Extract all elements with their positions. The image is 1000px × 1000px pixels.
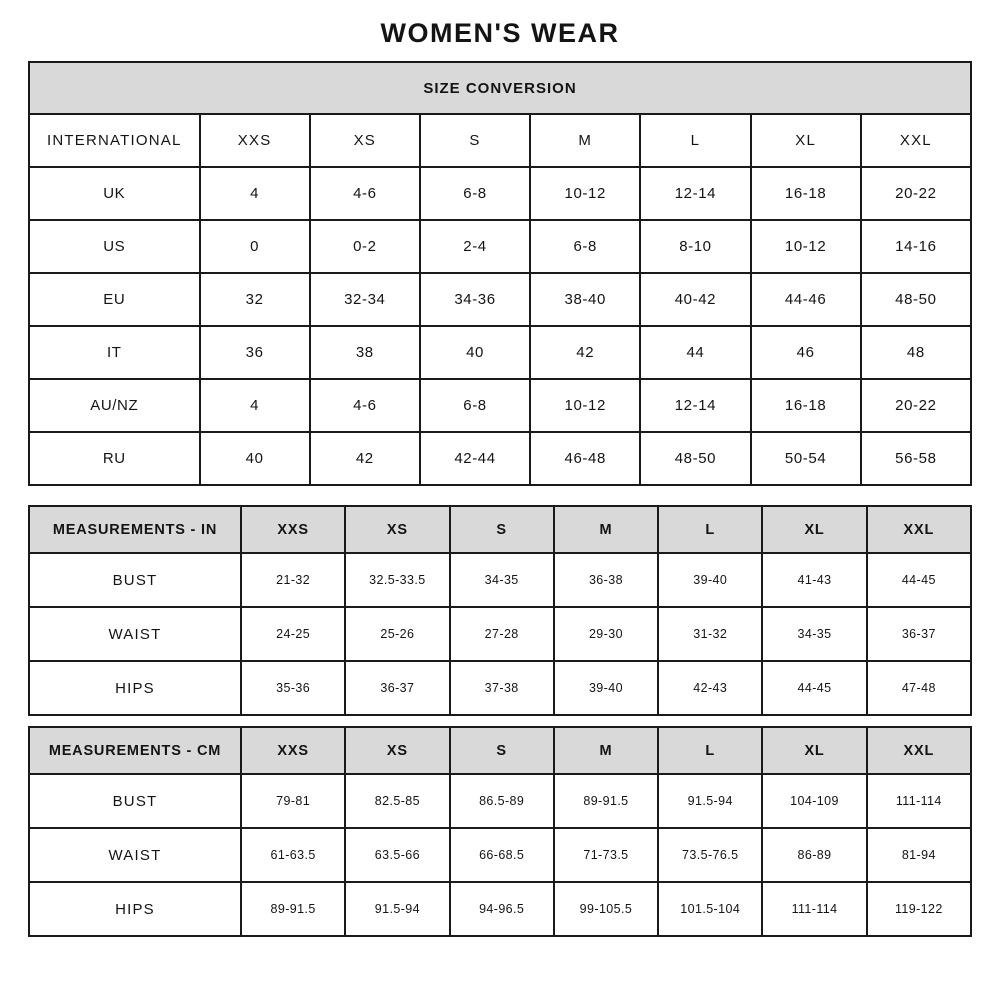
value-cell: 16-18 [751, 167, 861, 220]
value-cell: 48-50 [640, 432, 750, 485]
value-cell: 42-44 [420, 432, 530, 485]
column-header-cell: XL [762, 727, 866, 774]
column-header-cell: XXL [867, 727, 971, 774]
value-cell: 73.5-76.5 [658, 828, 762, 882]
column-header-row [29, 727, 971, 774]
column-header-cell: XXS [200, 114, 310, 167]
value-cell: 21-32 [241, 553, 345, 607]
value-cell: 46-48 [530, 432, 640, 485]
value-cell: 37-38 [450, 661, 554, 715]
column-header-cell: XXL [867, 506, 971, 553]
value-cell: 40-42 [640, 273, 750, 326]
value-cell: 34-36 [420, 273, 530, 326]
table-row [29, 774, 971, 828]
column-header-cell: XS [345, 727, 449, 774]
table-title-cell: SIZE CONVERSION [29, 62, 971, 114]
value-cell: 42 [530, 326, 640, 379]
column-header-cell: XS [345, 506, 449, 553]
row-label-cell: RU [29, 432, 200, 485]
value-cell: 34-35 [450, 553, 554, 607]
value-cell: 39-40 [658, 553, 762, 607]
value-cell: 104-109 [762, 774, 866, 828]
value-cell: 56-58 [861, 432, 971, 485]
size-conversion-body [29, 62, 971, 485]
size-conversion-table [28, 61, 972, 486]
value-cell: 4 [200, 167, 310, 220]
table-row [29, 828, 971, 882]
row-label-cell: UK [29, 167, 200, 220]
value-cell: 24-25 [241, 607, 345, 661]
value-cell: 36 [200, 326, 310, 379]
column-header-cell: S [450, 727, 554, 774]
column-header-cell: XL [751, 114, 861, 167]
value-cell: 2-4 [420, 220, 530, 273]
value-cell: 79-81 [241, 774, 345, 828]
value-cell: 6-8 [530, 220, 640, 273]
value-cell: 10-12 [530, 167, 640, 220]
value-cell: 44 [640, 326, 750, 379]
value-cell: 46 [751, 326, 861, 379]
page-title: WOMEN'S WEAR [380, 18, 620, 48]
table-row [29, 553, 971, 607]
value-cell: 50-54 [751, 432, 861, 485]
measurements-in-table [28, 505, 972, 716]
value-cell: 20-22 [861, 167, 971, 220]
row-label-cell: IT [29, 326, 200, 379]
value-cell: 47-48 [867, 661, 971, 715]
value-cell: 44-45 [867, 553, 971, 607]
value-cell: 39-40 [554, 661, 658, 715]
value-cell: 31-32 [658, 607, 762, 661]
row-label-cell: HIPS [29, 661, 241, 715]
value-cell: 6-8 [420, 167, 530, 220]
value-cell: 4-6 [310, 379, 420, 432]
table-row [29, 326, 971, 379]
column-header-cell: INTERNATIONAL [29, 114, 200, 167]
value-cell: 89-91.5 [241, 882, 345, 936]
row-label-cell: AU/NZ [29, 379, 200, 432]
column-header-cell: L [640, 114, 750, 167]
table-row [29, 432, 971, 485]
value-cell: 20-22 [861, 379, 971, 432]
value-cell: 10-12 [530, 379, 640, 432]
value-cell: 66-68.5 [450, 828, 554, 882]
value-cell: 61-63.5 [241, 828, 345, 882]
column-header-cell: XL [762, 506, 866, 553]
value-cell: 101.5-104 [658, 882, 762, 936]
row-label-cell: US [29, 220, 200, 273]
column-header-cell: XS [310, 114, 420, 167]
measurements-in-body [29, 506, 971, 715]
value-cell: 40 [200, 432, 310, 485]
value-cell: 111-114 [762, 882, 866, 936]
value-cell: 34-35 [762, 607, 866, 661]
value-cell: 4 [200, 379, 310, 432]
value-cell: 14-16 [861, 220, 971, 273]
row-label-cell: BUST [29, 553, 241, 607]
value-cell: 29-30 [554, 607, 658, 661]
value-cell: 89-91.5 [554, 774, 658, 828]
value-cell: 48-50 [861, 273, 971, 326]
value-cell: 94-96.5 [450, 882, 554, 936]
column-header-cell: XXS [241, 727, 345, 774]
value-cell: 111-114 [867, 774, 971, 828]
table-row [29, 379, 971, 432]
value-cell: 35-36 [241, 661, 345, 715]
value-cell: 91.5-94 [658, 774, 762, 828]
table-title-cell: MEASUREMENTS - CM [29, 727, 241, 774]
value-cell: 86.5-89 [450, 774, 554, 828]
value-cell: 63.5-66 [345, 828, 449, 882]
value-cell: 99-105.5 [554, 882, 658, 936]
row-label-cell: WAIST [29, 607, 241, 661]
table-row [29, 607, 971, 661]
value-cell: 82.5-85 [345, 774, 449, 828]
table-title-row [29, 62, 971, 114]
value-cell: 86-89 [762, 828, 866, 882]
column-header-row [29, 114, 971, 167]
value-cell: 38-40 [530, 273, 640, 326]
table-row [29, 273, 971, 326]
table-title-cell: MEASUREMENTS - IN [29, 506, 241, 553]
value-cell: 0 [200, 220, 310, 273]
value-cell: 32.5-33.5 [345, 553, 449, 607]
column-header-cell: XXL [861, 114, 971, 167]
column-header-cell: L [658, 506, 762, 553]
value-cell: 91.5-94 [345, 882, 449, 936]
column-header-cell: S [420, 114, 530, 167]
row-label-cell: HIPS [29, 882, 241, 936]
column-header-cell: M [530, 114, 640, 167]
value-cell: 38 [310, 326, 420, 379]
value-cell: 44-46 [751, 273, 861, 326]
measurements-cm-body [29, 727, 971, 936]
value-cell: 81-94 [867, 828, 971, 882]
measurements-cm-table [28, 726, 972, 937]
value-cell: 8-10 [640, 220, 750, 273]
value-cell: 71-73.5 [554, 828, 658, 882]
value-cell: 119-122 [867, 882, 971, 936]
value-cell: 36-37 [867, 607, 971, 661]
value-cell: 44-45 [762, 661, 866, 715]
value-cell: 42 [310, 432, 420, 485]
value-cell: 16-18 [751, 379, 861, 432]
value-cell: 48 [861, 326, 971, 379]
column-header-cell: M [554, 506, 658, 553]
value-cell: 10-12 [751, 220, 861, 273]
column-header-cell: M [554, 727, 658, 774]
column-header-cell: S [450, 506, 554, 553]
table-row [29, 882, 971, 936]
value-cell: 25-26 [345, 607, 449, 661]
table-row [29, 167, 971, 220]
column-header-row [29, 506, 971, 553]
row-label-cell: WAIST [29, 828, 241, 882]
value-cell: 41-43 [762, 553, 866, 607]
value-cell: 40 [420, 326, 530, 379]
value-cell: 42-43 [658, 661, 762, 715]
column-header-cell: XXS [241, 506, 345, 553]
value-cell: 36-37 [345, 661, 449, 715]
table-row [29, 220, 971, 273]
column-header-cell: L [658, 727, 762, 774]
table-row [29, 661, 971, 715]
value-cell: 0-2 [310, 220, 420, 273]
value-cell: 32 [200, 273, 310, 326]
row-label-cell: BUST [29, 774, 241, 828]
row-label-cell: EU [29, 273, 200, 326]
value-cell: 6-8 [420, 379, 530, 432]
value-cell: 12-14 [640, 379, 750, 432]
value-cell: 12-14 [640, 167, 750, 220]
value-cell: 27-28 [450, 607, 554, 661]
table-gap [28, 486, 972, 495]
value-cell: 36-38 [554, 553, 658, 607]
value-cell: 4-6 [310, 167, 420, 220]
value-cell: 32-34 [310, 273, 420, 326]
